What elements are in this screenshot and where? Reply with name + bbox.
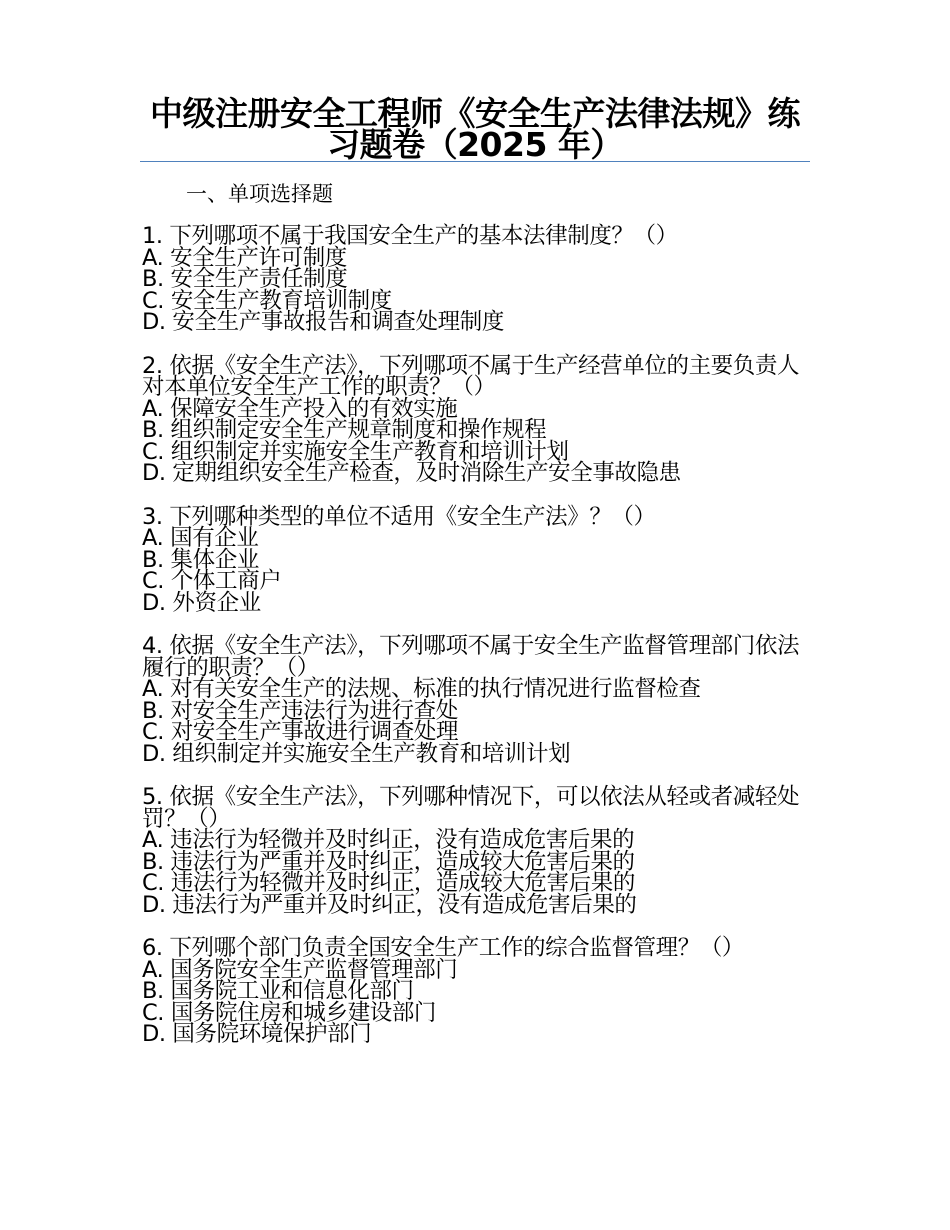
question-4 — [142, 633, 802, 767]
option-d: D. 外资企业 — [142, 589, 261, 616]
option-b: B. 违法行为严重并及时纠正，造成较大危害后果的 — [142, 848, 635, 875]
option-a: A. 安全生产许可制度 — [142, 244, 347, 271]
document-title: 中级注册安全工程师《安全生产法律法规》练习题卷（2025 年） — [150, 94, 800, 164]
question-stem: 2. 依据《安全生产法》，下列哪项不属于生产经营单位的主要负责人对本单位安全生产工作的职责？（） — [142, 352, 800, 400]
question-stem: 3. 下列哪种类型的单位不适用《安全生产法》？（） — [142, 503, 656, 530]
option-c: C. 组织制定并实施安全生产教育和培训计划 — [142, 438, 569, 465]
question-2 — [142, 352, 802, 486]
option-b: B. 组织制定安全生产规章制度和操作规程 — [142, 417, 547, 443]
question-5 — [142, 784, 802, 918]
option-a: A. 对有关安全生产的法规、标准的执行情况进行监督检查 — [142, 676, 701, 702]
title-underline — [140, 161, 810, 162]
question-stem: 4. 依据《安全生产法》，下列哪项不属于安全生产监督管理部门依法履行的职责？（） — [142, 633, 800, 681]
option-d: D. 安全生产事故报告和调查处理制度 — [142, 309, 504, 335]
option-b: B. 国务院工业和信息化部门 — [142, 978, 414, 1004]
option-a: A. 国务院安全生产监督管理部门 — [142, 956, 458, 983]
option-a: A. 国有企业 — [142, 525, 259, 551]
option-d: D. 国务院环境保护部门 — [142, 1021, 372, 1047]
question-list — [142, 223, 802, 1068]
question-stem: 6. 下列哪个部门负责全国安全生产工作的综合监督管理？（） — [142, 935, 745, 961]
question-3 — [142, 503, 802, 616]
option-b: B. 集体企业 — [142, 546, 259, 573]
option-d: D. 组织制定并实施安全生产教育和培训计划 — [142, 740, 571, 767]
option-c: C. 对安全生产事故进行调查处理 — [142, 719, 459, 745]
option-c: C. 安全生产教育培训制度 — [142, 287, 392, 314]
question-1 — [142, 223, 802, 335]
option-a: A. 违法行为轻微并及时纠正，没有造成危害后果的 — [142, 827, 635, 853]
question-6 — [142, 935, 802, 1047]
option-c: C. 个体工商户 — [142, 568, 282, 594]
question-stem: 5. 依据《安全生产法》，下列哪种情况下，可以依法从轻或者减轻处罚？（） — [142, 784, 800, 832]
option-c: C. 违法行为轻微并及时纠正，造成较大危害后果的 — [142, 870, 635, 896]
option-d: D. 定期组织安全生产检查，及时消除生产安全事故隐患 — [142, 460, 681, 486]
option-d: D. 违法行为严重并及时纠正，没有造成危害后果的 — [142, 891, 637, 918]
option-b: B. 安全生产责任制度 — [142, 266, 348, 292]
option-b: B. 对安全生产违法行为进行查处 — [142, 697, 458, 724]
option-c: C. 国务院住房和城乡建设部门 — [142, 999, 437, 1026]
question-stem: 1. 下列哪项不属于我国安全生产的基本法律制度？（） — [142, 223, 678, 249]
section-heading: 一、单项选择题 — [186, 182, 333, 206]
option-a: A. 保障安全生产投入的有效实施 — [142, 395, 458, 422]
